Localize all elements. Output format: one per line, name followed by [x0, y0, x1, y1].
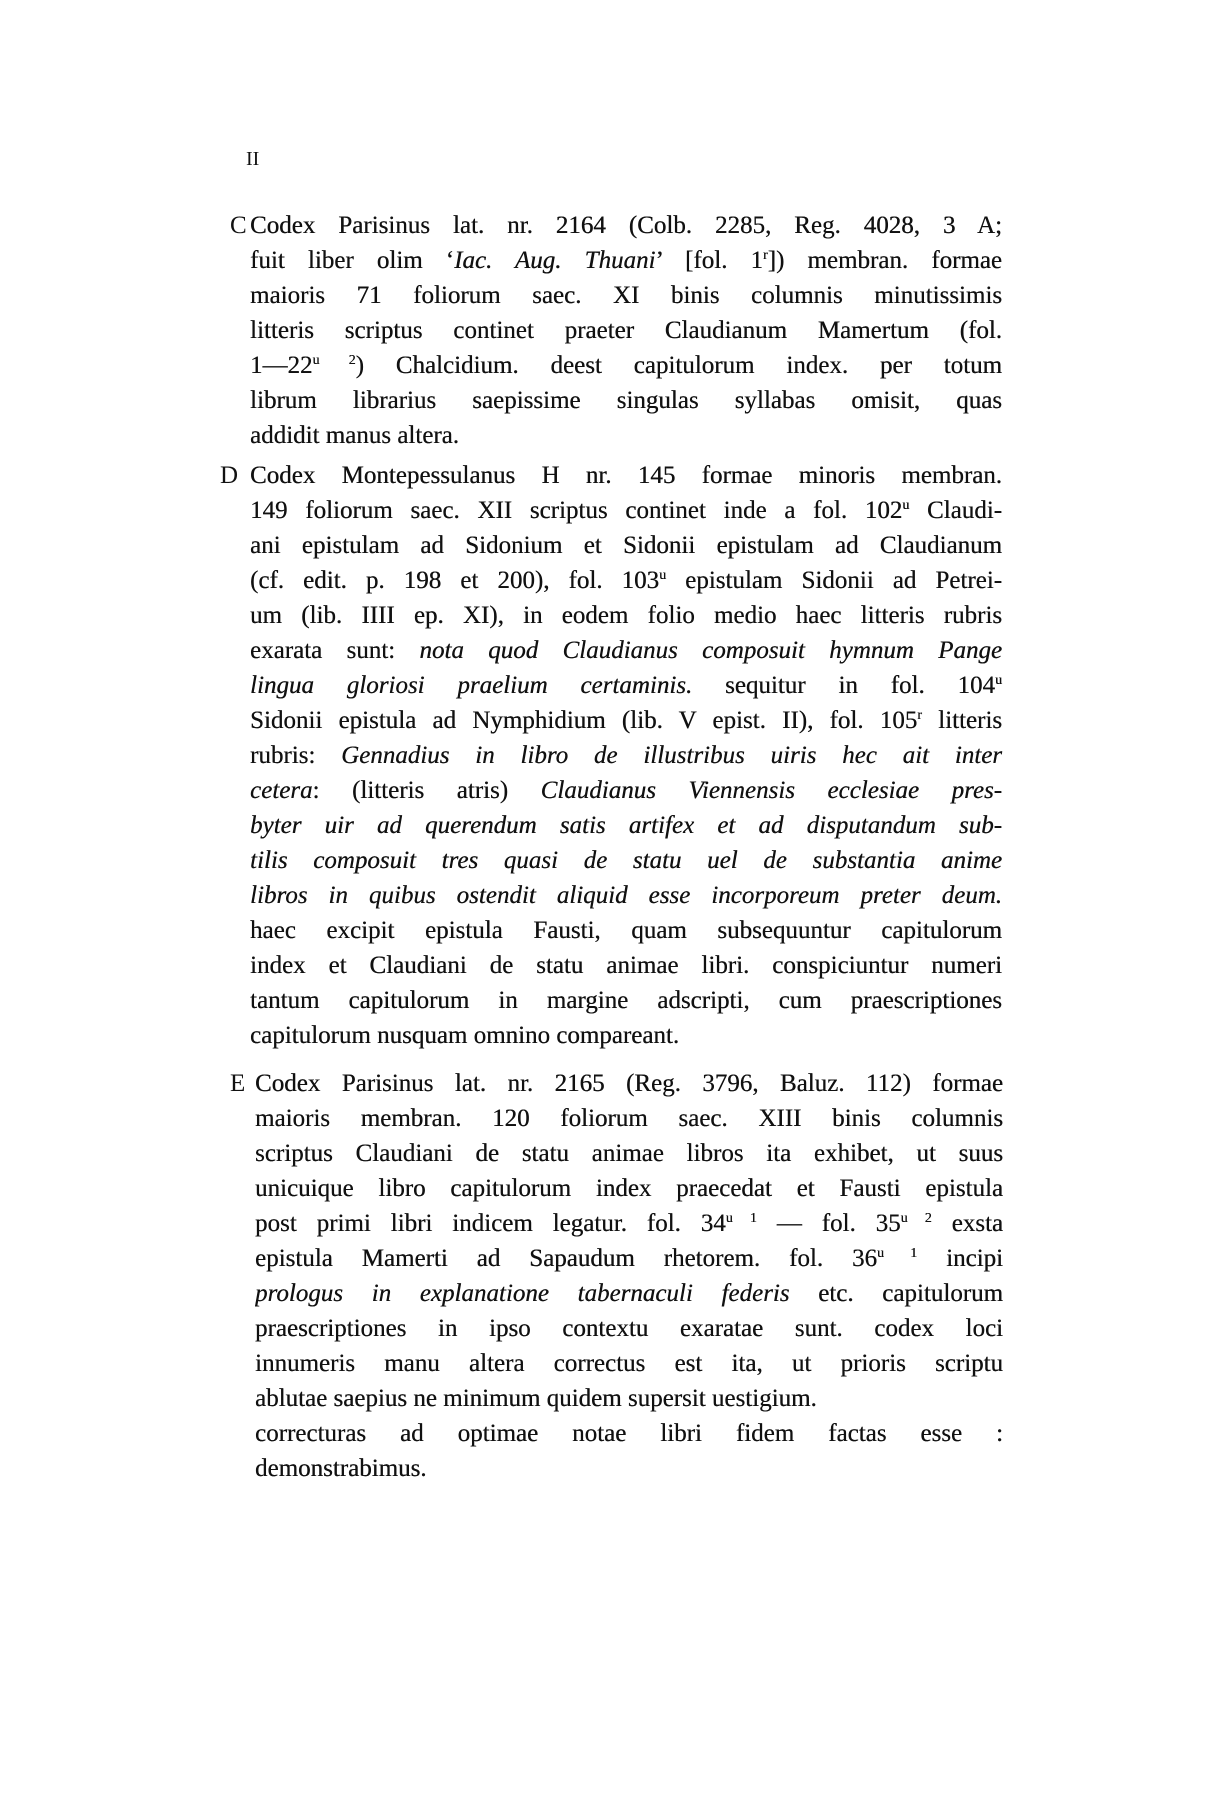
text-run: : (litteris atris) [312, 777, 541, 804]
entry-text [250, 208, 1002, 453]
text-line [255, 1381, 1003, 1416]
text-run: Sidonii epistula ad Nymphidium (lib. V epist. II), fol. 105 [250, 707, 918, 734]
text-line [250, 703, 1002, 738]
text-run: ablutae saepius ne minimum quidem supersit uestigium. [255, 1385, 817, 1412]
text-line [250, 948, 1002, 983]
text-run: librum librarius saepissime singulas syllabas omisit, quas [250, 387, 1002, 414]
italic-text: nota quod Claudianus composuit hymnum Pange [419, 637, 1002, 664]
text-line [250, 348, 1002, 383]
text-run: Codex Montepessulanus H nr. 145 formae minoris membran. [250, 462, 1002, 489]
text-run: tantum capitulorum in margine adscripti, cum praescriptiones [250, 987, 1002, 1014]
text-line [250, 563, 1002, 598]
text-line [250, 528, 1002, 563]
text-run: scriptus Claudiani de statu animae libros ita exhibet, ut suus [255, 1140, 1003, 1167]
text-run: haec excipit epistula Fausti, quam subsequuntur capitulorum [250, 917, 1002, 944]
superscript: u [659, 568, 667, 583]
text-run: capitulorum nusquam omnino compareant. [250, 1022, 680, 1049]
text-run: fuit liber olim ‘ [250, 247, 455, 274]
text-run: correcturas ad optimae notae libri fidem factas esse : [255, 1420, 1003, 1447]
superscript: r [762, 248, 768, 263]
text-run: sequitur in fol. 104 [692, 672, 996, 699]
text-run: Codex Parisinus lat. nr. 2164 (Colb. 2285, Reg. 4028, 3 A; [250, 212, 1002, 239]
text-line [250, 458, 1002, 493]
superscript: u 1 [876, 1246, 918, 1261]
text-run: epistulam Sidonii ad Petrei- [666, 567, 1002, 594]
italic-text: Iac. Aug. Thuani [454, 247, 656, 274]
siglum-label: D [220, 462, 239, 489]
text-run: maioris 71 foliorum saec. XI binis columnis minutissimis [250, 282, 1002, 309]
italic-text: cetera [250, 777, 313, 804]
text-line [255, 1066, 1003, 1101]
text-line [255, 1171, 1003, 1206]
text-line [250, 878, 1002, 913]
text-line [250, 418, 1002, 453]
italic-text: byter uir ad querendum satis artifex et ad disputandum sub- [250, 812, 1002, 839]
text-line [255, 1451, 1003, 1486]
text-line [250, 843, 1002, 878]
text-line [255, 1101, 1003, 1136]
text-line [250, 208, 1002, 243]
text-run: — fol. 35 [756, 1210, 901, 1237]
text-run: (cf. edit. p. 198 et 200), fol. 103 [250, 567, 660, 594]
text-run: Codex Parisinus lat. nr. 2165 (Reg. 3796, Baluz. 112) formae [255, 1070, 1003, 1097]
text-line [255, 1346, 1003, 1381]
siglum-label: E [230, 1070, 246, 1097]
text-run: epistula Mamerti ad Sapaudum rhetorem. fol. 36 [255, 1245, 877, 1272]
italic-text: tilis composuit tres quasi de statu uel de substantia anime [250, 847, 1002, 874]
text-run: ani epistulam ad Sidonium et Sidonii epistulam ad Claudianum [250, 532, 1002, 559]
text-line [250, 808, 1002, 843]
siglum-label: C [230, 212, 247, 239]
text-run: unicuique libro capitulorum index praecedat et Fausti epistula [255, 1175, 1003, 1202]
italic-text: Gennadius in libro de illustribus uiris hec ait inter [341, 742, 1002, 769]
superscript: u [995, 673, 1003, 688]
text-run: index et Claudiani de statu animae libri. conspiciuntur numeri [250, 952, 1002, 979]
text-run: 1—22 [250, 352, 313, 379]
text-run: ) Chalcidium. deest capitulorum index. per totum [355, 352, 1002, 379]
text-run: 149 foliorum saec. XII scriptus continet inde a fol. 102 [250, 497, 903, 524]
page-number: II [246, 148, 260, 170]
text-run: praescriptiones in ipso contextu exaratae sunt. codex loci [255, 1315, 1003, 1342]
text-line [250, 1018, 1002, 1053]
text-line [250, 738, 1002, 773]
text-line [250, 493, 1002, 528]
text-line [250, 598, 1002, 633]
text-run: addidit manus altera. [250, 422, 459, 449]
text-line [250, 243, 1002, 278]
text-line [250, 383, 1002, 418]
text-run: incipi [917, 1245, 1003, 1272]
text-line [250, 773, 1002, 808]
italic-text: prologus in explanatione tabernaculi federis [255, 1280, 790, 1307]
text-run: ]) membran. formae [767, 247, 1002, 274]
text-run: maioris membran. 120 foliorum saec. XIII binis columnis [255, 1105, 1003, 1132]
text-line [250, 668, 1002, 703]
superscript: u 2 [900, 1211, 932, 1226]
text-line [255, 1241, 1003, 1276]
superscript: u 2 [312, 353, 356, 368]
text-run: um (lib. IIII ep. XI), in eodem folio medio haec litteris rubris [250, 602, 1002, 629]
text-line [250, 633, 1002, 668]
text-run: exsta [931, 1210, 1003, 1237]
italic-text: Claudianus Viennensis ecclesiae pres- [540, 777, 1002, 804]
text-run: post primi libri indicem legatur. fol. 34 [255, 1210, 726, 1237]
superscript: u 1 [725, 1211, 757, 1226]
entry-text [255, 1066, 1003, 1486]
text-run: rubris: [250, 742, 342, 769]
text-run: etc. capitulorum [789, 1280, 1003, 1307]
text-line [255, 1276, 1003, 1311]
text-run: innumeris manu altera correctus est ita, ut prioris scriptu [255, 1350, 1003, 1377]
entry-text [250, 458, 1002, 1053]
italic-text: lingua gloriosi praelium certaminis. [250, 672, 693, 699]
text-run: demonstrabimus. [255, 1455, 427, 1482]
text-line [250, 278, 1002, 313]
superscript: r [917, 708, 922, 723]
text-line [255, 1206, 1003, 1241]
italic-text: libros in quibus ostendit aliquid esse incorporeum preter deum. [250, 882, 1002, 909]
text-line [255, 1136, 1003, 1171]
text-run: exarata sunt: [250, 637, 420, 664]
text-line [255, 1416, 1003, 1451]
text-line [255, 1311, 1003, 1346]
text-run: litteris [921, 707, 1003, 734]
text-line [250, 983, 1002, 1018]
text-run: litteris scriptus continet praeter Claudianum Mamertum (fol. [250, 317, 1002, 344]
text-line [250, 913, 1002, 948]
superscript: u [902, 498, 910, 513]
text-run: ’ [fol. 1 [655, 247, 763, 274]
text-line [250, 313, 1002, 348]
text-run: Claudi- [909, 497, 1002, 524]
